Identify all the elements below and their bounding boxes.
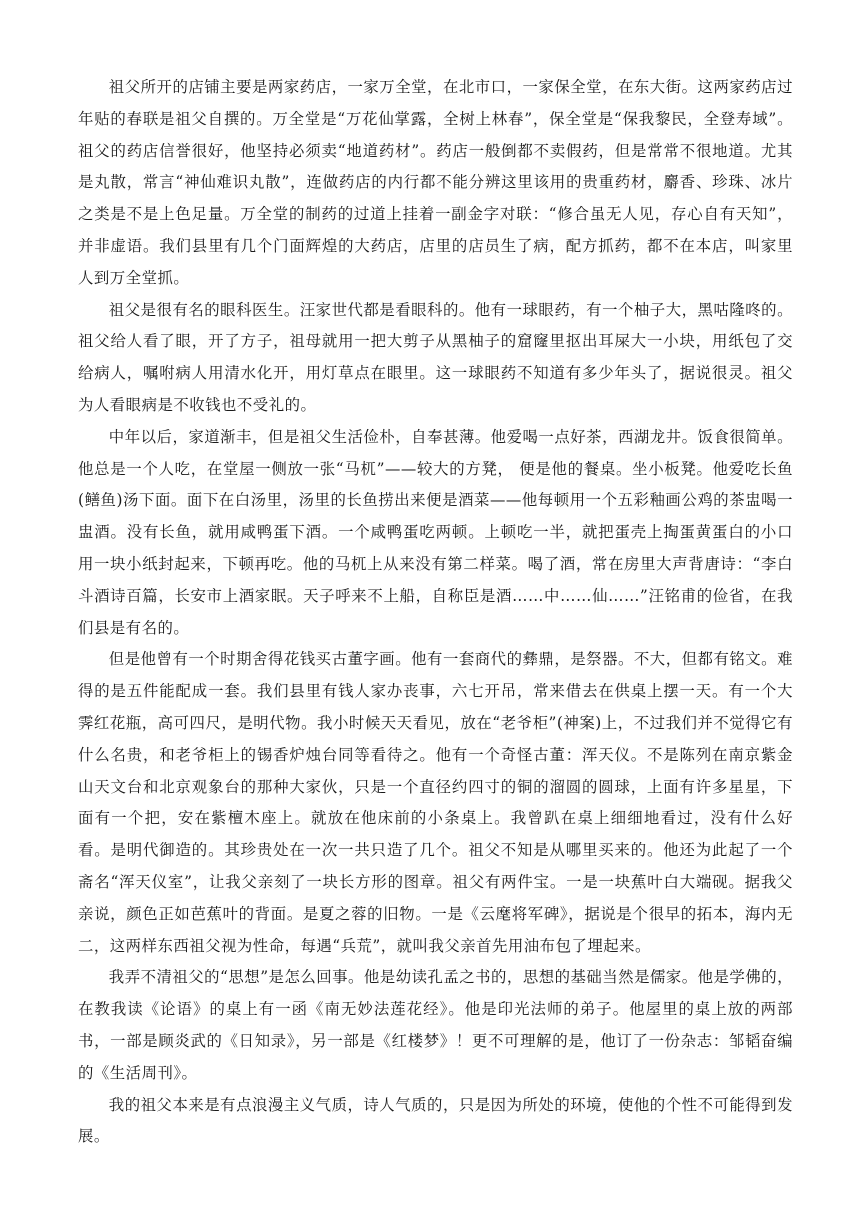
paragraph-pharmacies: 祖父所开的店铺主要是两家药店，一家万全堂，在北市口，一家保全堂，在东大街。这两家药店过年贴的春联是祖父自撰的。万全堂是“万花仙掌露，全树上林春”，保全堂是“保我黎民，全登寿域”。祖父的药店信誉很好，他坚持必须卖“地道药材”。药店一般倒都不卖假药，但是常常不很地道。尤其是丸散，常言“神仙难识丸散”，连做药店的内行都不能分辨这里该用的贵重药材，麝香、珍珠、冰片之类是不是上色足量。万全堂的制药的过道上挂着一副金字对联：“修合虽无人见，存心自有天知”，并非虚语。我们县里有几个门面辉煌的大药店，店里的店员生了病，配方抓药，都不在本店，叫家里人到万全堂抓。 xyxy=(78,78,793,287)
paragraph-temperament: 我的祖父本来是有点浪漫主义气质，诗人气质的，只是因为所处的环境，使他的个性不可能得到发展。 xyxy=(78,1095,793,1146)
paragraph-frugal-life: 中年以后，家道渐丰，但是祖父生活俭朴，自奉甚薄。他爱喝一点好茶，西湖龙井。饭食很简单。他总是一个人吃，在堂屋一侧放一张“马杌”——较大的方凳， 便是他的餐桌。坐小板凳。他爱吃长鱼(鳝鱼)汤下面。面下在白汤里，汤里的长鱼捞出来便是酒菜——他每顿用一个五彩釉画公鸡的茶盅喝一盅酒。没有长鱼，就用咸鸭蛋下酒。一个咸鸭蛋吃两顿。上顿吃一半，就把蛋壳上掏蛋黄蛋白的小口用一块小纸封起来，下顿再吃。他的马杌上从来没有第二样菜。喝了酒，常在房里大声背唐诗：“李白斗酒诗百篇，长安市上酒家眠。天子呼来不上船，自称臣是酒……中……仙……”汪铭甫的俭省，在我们县是有名的。 xyxy=(78,427,793,637)
paragraph-eye-doctor: 祖父是很有名的眼科医生。汪家世代都是看眼科的。他有一球眼药，有一个柚子大，黑咕隆咚的。祖父给人看了眼，开了方子，祖母就用一把大剪子从黑柚子的窟窿里抠出耳屎大一小块，用纸包了交给病人，嘱咐病人用清水化开，用灯草点在眼里。这一球眼药不知道有多少年头了，据说很灵。祖父为人看眼病是不收钱也不受礼的。 xyxy=(78,300,793,414)
article-body xyxy=(78,72,793,1153)
paragraph-thought: 我弄不清祖父的“思想”是怎么回事。他是幼读孔孟之书的，思想的基础当然是儒家。他是学佛的，在教我读《论语》的桌上有一函《南无妙法莲花经》。他是印光法师的弟子。他屋里的桌上放的两部书，一部是顾炎武的《日知录》，另一部是《红楼梦》！更不可理解的是，他订了一份杂志：邹韬奋编的《生活周刊》。 xyxy=(78,968,793,1082)
paragraph-antiques: 但是他曾有一个时期舍得花钱买古董字画。他有一套商代的彝鼎，是祭器。不大，但都有铭文。难得的是五件能配成一套。我们县里有钱人家办丧事，六七开吊，常来借去在供桌上摆一天。有一个大霁红花瓶，高可四尺，是明代物。我小时候天天看见，放在“老爷柜”(神案)上，不过我们并不觉得它有什么名贵，和老爷柜上的锡香炉烛台同等看待之。他有一个奇怪古董：浑天仪。不是陈列在南京紫金山天文台和北京观象台的那种大家伙，只是一个直径约四寸的铜的溜圆的圆球，上面有许多星星，下面有一个把，安在紫檀木座上。就放在他床前的小条桌上。我曾趴在桌上细细地看过，没有什么好看。是明代御造的。其珍贵处在一次一共只造了几个。祖父不知是从哪里买来的。他还为此起了一个斋名“浑天仪室”，让我父亲刻了一块长方形的图章。祖父有两件宝。一是一块蕉叶白大端砚。据我父亲说，颜色正如芭蕉叶的背面。是夏之蓉的旧物。一是《云麾将军碑》，据说是个很早的拓本，海内无二，这两样东西祖父视为性命，每遇“兵荒”，就叫我父亲首先用油布包了埋起来。 xyxy=(78,650,793,955)
